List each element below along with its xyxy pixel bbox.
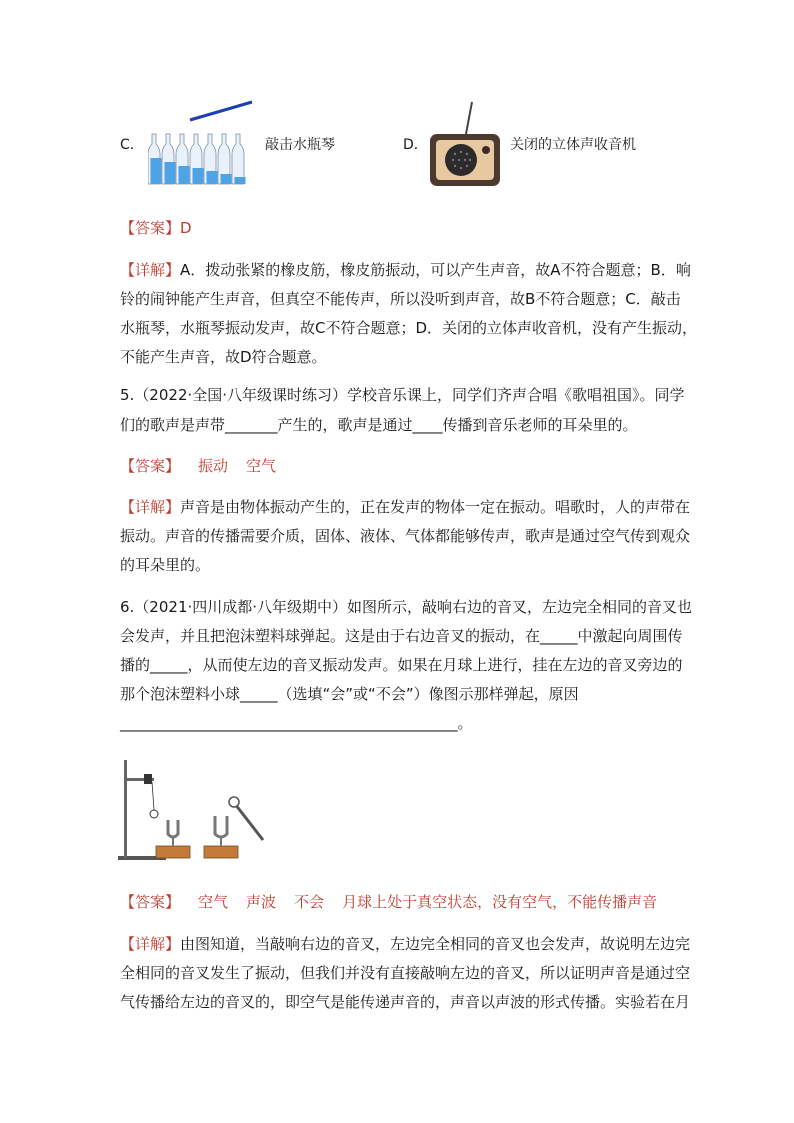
option-d-text: 关闭的立体声收音机 (510, 137, 636, 153)
q5-stem-line-2: 们的歌声是声带_______产生的，歌声是通过____传播到音乐老师的耳朵里的。 (120, 416, 638, 434)
explain-tag: 【详解】 (120, 935, 181, 953)
answer-4: 月球上处于真空状态，没有空气，不能传播声音 (342, 893, 658, 911)
q5-explain-line-2: 振动。声音的传播需要介质，固体、液体、气体都能够传声，歌声是通过空气传到观众 (120, 527, 691, 545)
tuning-fork-experiment-figure (118, 758, 268, 868)
answer-1: 振动 (198, 457, 229, 475)
q5-answer (120, 456, 276, 476)
q5-explain-line-1: 【详解】声音是由物体振动产生的，正在发声的物体一定在振动。唱歌时，人的声带在 (120, 498, 691, 516)
answer-3: 不会 (294, 893, 325, 911)
option-c-letter: C． (120, 137, 144, 153)
q6-stem-line-3: 播的_____，从而使左边的音叉振动发声。如果在月球上进行，挂在左边的音叉旁边的 (120, 656, 683, 674)
q6-stem-line-5: _____________________________________________。 (120, 714, 473, 732)
q4-explain-line-2: 铃的闹钟能产生声音，但真空不能传声，所以没听到声音，故B不符合题意；C．敲击 (120, 290, 681, 308)
q6-stem-line-2: 会发声，并且把泡沫塑料球弹起。这是由于右边音叉的振动，在_____中激起向周围传 (120, 627, 683, 645)
q4-answer (120, 218, 192, 238)
option-d-letter: D． (403, 137, 428, 153)
answer-1: 空气 (198, 893, 229, 911)
q6-explain-line-1: 【详解】由图知道，当敲响右边的音叉，左边完全相同的音叉也会发声，故说明左边完 (120, 935, 691, 953)
radio-figure (428, 100, 502, 190)
q6-answer (120, 892, 657, 912)
answer-value: D (180, 219, 192, 237)
explain-tag: 【详解】 (120, 261, 181, 279)
answer-2: 空气 (246, 457, 277, 475)
option-c-text: 敲击水瓶琴 (265, 137, 335, 153)
q6-explain-line-3: 气传播给左边的音叉的，即空气是能传递声音的，声音以声波的形式传播。实验若在月 (120, 993, 691, 1011)
q5-stem-line-1: 5.（2022·全国·八年级课时练习）学校音乐课上，同学们齐声合唱《歌唱祖国》。同学 (120, 386, 685, 404)
q4-explain-line-1: 【详解】A．拨动张紧的橡皮筋，橡皮筋振动，可以产生声音，故A不符合题意；B．响 (120, 261, 691, 279)
q4-explain-line-3: 水瓶琴，水瓶琴振动发声，故C不符合题意；D．关闭的立体声收音机，没有产生振动， (120, 319, 698, 337)
answer-tag: 【答案】 (120, 219, 181, 237)
answer-tag: 【答案】 (120, 457, 181, 475)
q6-stem-line-4: 那个泡沫塑料小球_____（选填“会”或“不会”）像图示那样弹起，原因 (120, 685, 579, 703)
q5-explain-line-3: 的耳朵里的。 (120, 556, 211, 574)
q6-explain-line-2: 全相同的音叉发生了振动，但我们并没有直接敲响左边的音叉，所以证明声音是通过空 (120, 964, 691, 982)
q4-explain-line-4: 不能产生声音，故D符合题意。 (120, 348, 327, 366)
water-bottle-xylophone-figure (148, 100, 256, 190)
explain-tag: 【详解】 (120, 498, 181, 516)
answer-2: 声波 (246, 893, 277, 911)
answer-tag: 【答案】 (120, 893, 181, 911)
q6-stem-line-1: 6.（2021·四川成都·八年级期中）如图所示，敲响右边的音叉，左边完全相同的音叉也 (120, 598, 693, 616)
